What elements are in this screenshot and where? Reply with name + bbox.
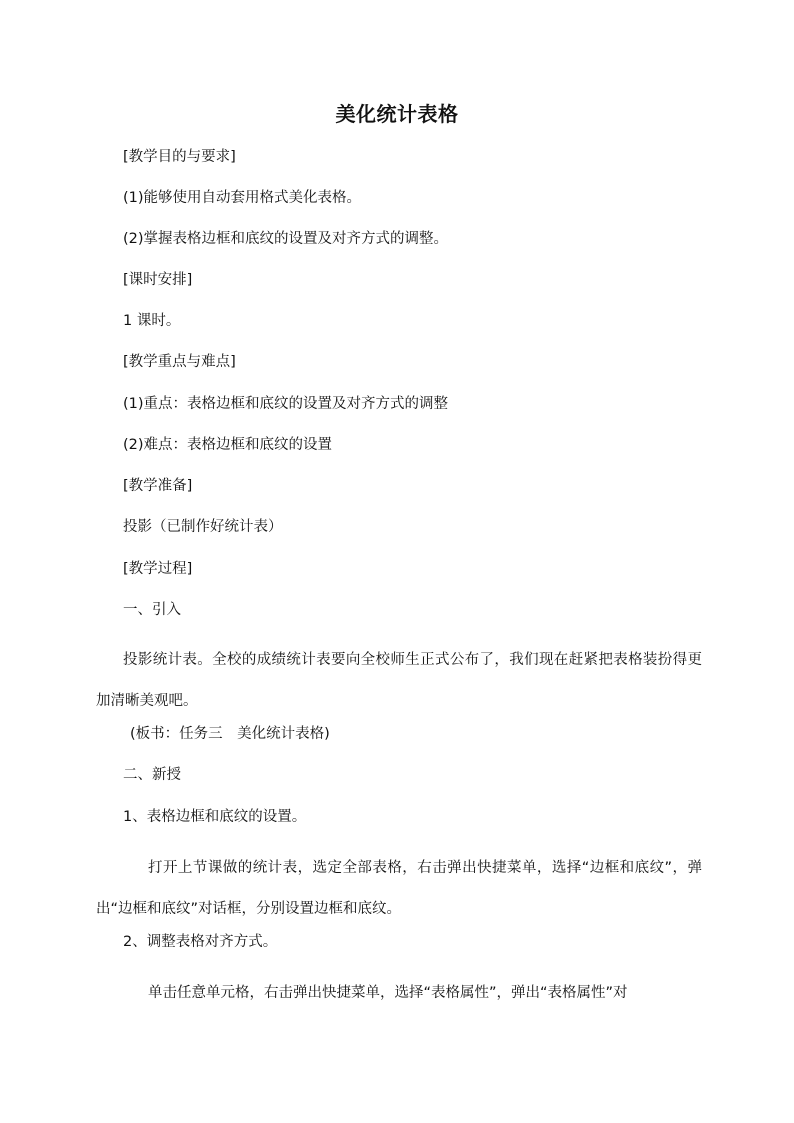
goal-heading: [教学目的与要求] — [123, 149, 236, 165]
schedule-heading: [课时安排] — [123, 272, 193, 288]
section-intro-heading: 一、引入 — [123, 602, 181, 618]
step-2-heading: 2、调整表格对齐方式。 — [123, 934, 278, 950]
prep-heading: [教学准备] — [123, 478, 193, 494]
goal-item-2: (2)掌握表格边框和底纹的设置及对齐方式的调整。 — [123, 231, 449, 247]
process-heading: [教学过程] — [123, 561, 193, 577]
focus-item-2: (2)难点：表格边框和底纹的设置 — [123, 437, 333, 453]
step-2-paragraph: 单击任意单元格，右击弹出快捷菜单，选择“表格属性”，弹出“表格属性”对 — [148, 985, 628, 1001]
goal-item-1: (1)能够使用自动套用格式美化表格。 — [123, 190, 362, 206]
section-new-heading: 二、新授 — [123, 767, 181, 783]
step-1-heading: 1、表格边框和底纹的设置。 — [123, 809, 307, 825]
board-note: (板书：任务三 美化统计表格) — [130, 726, 330, 742]
step-1-paragraph: 打开上节课做的统计表，选定全部表格，右击弹出快捷菜单，选择“边框和底纹”，弹出“边框和底纹”对话框，分别设置边框和底纹。 — [96, 860, 702, 917]
prep-text: 投影（已制作好统计表） — [123, 519, 283, 535]
document-title: 美化统计表格 — [335, 102, 459, 126]
schedule-text: 1 课时。 — [123, 313, 181, 329]
focus-heading: [教学重点与难点] — [123, 354, 236, 370]
intro-paragraph: 投影统计表。全校的成绩统计表要向全校师生正式公布了，我们现在赶紧把表格装扮得更加清晰美观吧。 — [96, 652, 702, 709]
focus-item-1: (1)重点：表格边框和底纹的设置及对齐方式的调整 — [123, 396, 449, 412]
